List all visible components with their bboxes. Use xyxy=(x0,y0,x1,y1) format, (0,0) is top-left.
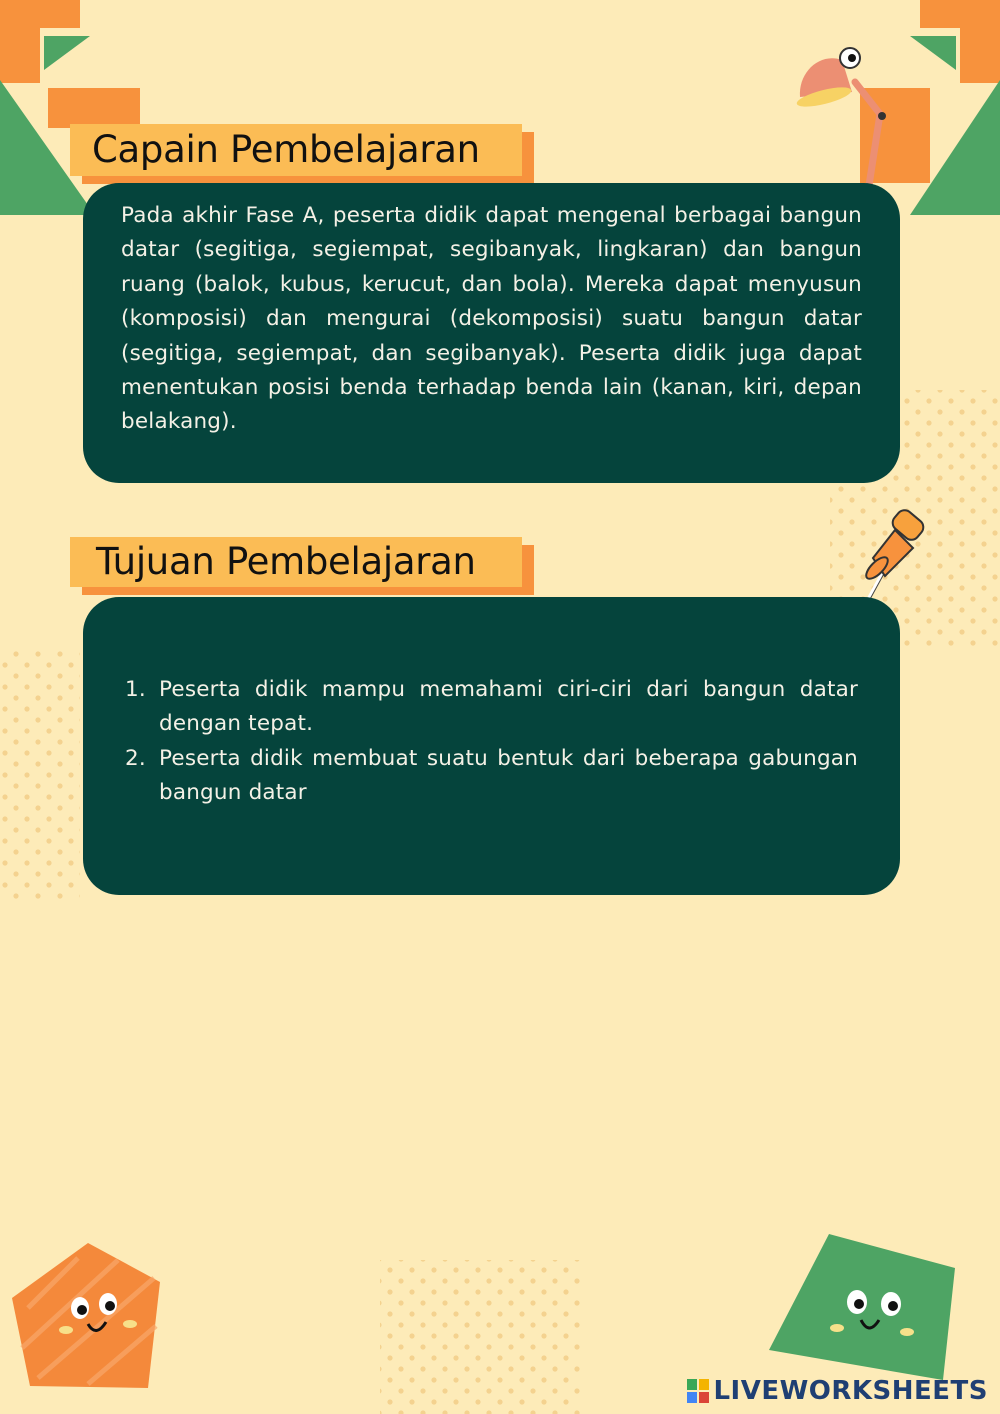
goal-number: 1. xyxy=(125,677,146,702)
goal-number: 2. xyxy=(125,745,146,771)
goal-text: Peserta didik mampu memahami ciri-ciri dari bangun datar dengan tepat. xyxy=(159,677,858,737)
orange-pentagon-character-icon xyxy=(8,1238,168,1398)
goal-item xyxy=(125,673,858,742)
tujuan-heading-block xyxy=(70,537,540,597)
capaian-heading-block xyxy=(70,124,540,184)
tujuan-panel xyxy=(83,597,900,895)
capaian-panel xyxy=(83,183,900,483)
liveworksheets-brand[interactable] xyxy=(687,1376,988,1406)
liveworksheets-logo-icon xyxy=(687,1379,709,1403)
capaian-heading: Capain Pembelajaran xyxy=(92,128,480,171)
goal-item xyxy=(125,742,858,811)
tujuan-heading: Tujuan Pembelajaran xyxy=(96,540,476,583)
goals-list xyxy=(125,673,858,811)
green-quadrilateral-character-icon xyxy=(765,1232,960,1382)
capaian-body-text: Pada akhir Fase A, peserta didik dapat mengenal berbagai bangun datar (segitiga, segiempat, segibanyak, lingkaran) dan bangun ruang (balok, kubus, kerucut, dan bola). Mereka dapat menyusun (komposisi) dan mengurai (dekomposisi) suatu bangun datar (segitiga, segiempat, dan segibanyak). Peserta didik juga dapat menentukan posisi benda terhadap benda lain (kanan, kiri, depan belakang). xyxy=(121,203,862,435)
goal-text: Peserta didik membuat suatu bentuk dari beberapa gabungan bangun datar xyxy=(159,745,858,806)
brand-name: LIVEWORKSHEETS xyxy=(713,1376,988,1406)
